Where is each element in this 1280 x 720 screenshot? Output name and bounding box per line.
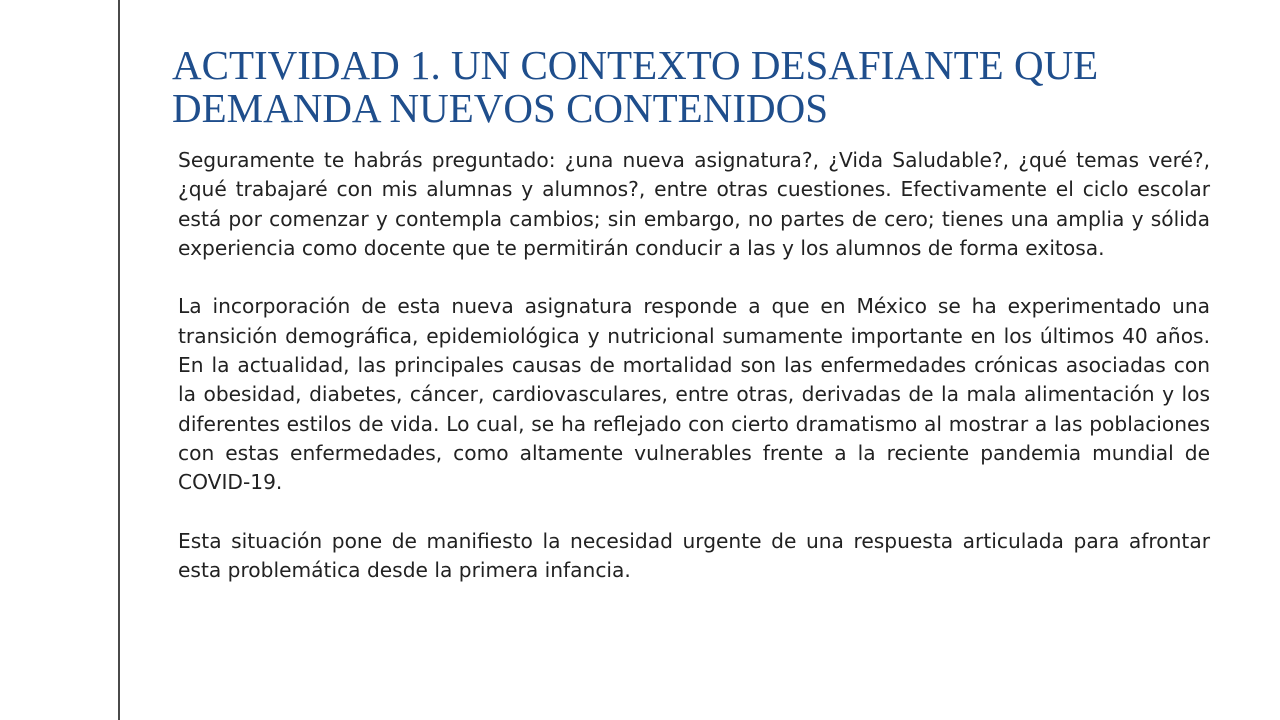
paragraph-intro: Seguramente te habrás preguntado: ¿una nueva asignatura?, ¿Vida Saludable?, ¿qué temas veré?, ¿qué trabajaré con mis alumnas y alumnos?, entre otras cuestiones. Efectivamente el ciclo escolar está por comenzar y contempla cambios; sin embargo, no partes de cero; tienes una amplia y sólida experiencia como docente que te permitirán conducir a las y los alumnos de forma exitosa. (178, 148, 1210, 260)
paragraph-conclusion: Esta situación pone de manifiesto la necesidad urgente de una respuesta articulada para afrontar esta problemática desde la primera infancia. (178, 528, 1210, 583)
body-text (178, 146, 1210, 585)
slide-title-line-1: ACTIVIDAD 1. UN CONTEXTO DESAFIANTE QUE (172, 42, 1099, 88)
left-divider-line (118, 0, 120, 720)
slide-title-line-2: DEMANDA NUEVOS CONTENIDOS (172, 85, 828, 131)
slide-title (172, 44, 1232, 130)
paragraph-context: La incorporación de esta nueva asignatura responde a que en México se ha experimentado una transición demográfica, epidemiológica y nutricional sumamente importante en los últimos 40 años. En la actualidad, las principales causas de mortalidad son las enfermedades crónicas asociadas con la obesidad, diabetes, cáncer, cardiovasculares, entre otras, derivadas de la mala alimentación y los diferentes estilos de vida. Lo cual, se ha reflejado con cierto dramatismo al mostrar a las poblaciones con estas enfermedades, como altamente vulnerables frente a la reciente pandemia mundial de COVID-19. (178, 294, 1210, 495)
